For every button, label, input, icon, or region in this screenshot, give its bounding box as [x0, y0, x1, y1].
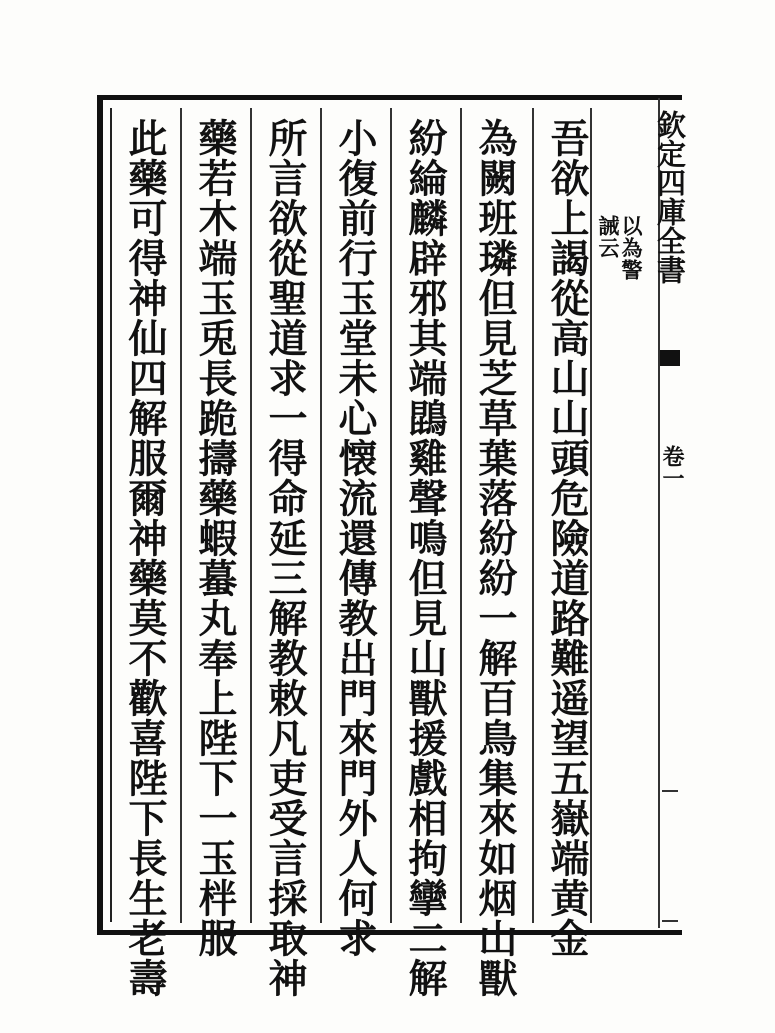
- column-text: 吾欲上謁從高山山頭危險道路難遥望五嶽端黄金: [544, 118, 590, 958]
- column-text: 為闕班璘但見芝草葉落紛紛一解百鳥集來如烟山獸: [472, 118, 518, 998]
- text-column: [466, 118, 524, 998]
- text-column: [396, 118, 454, 998]
- text-column: [186, 118, 244, 958]
- column-rule: [320, 108, 322, 923]
- column-rule: [180, 108, 182, 923]
- text-column: [538, 118, 596, 958]
- margin-tick: [662, 790, 678, 792]
- column-text: 小復前行玉堂未心懐流還傳教出門來門外人何求: [332, 118, 378, 958]
- note-column: [595, 215, 625, 259]
- note-text: 以為警: [619, 215, 644, 281]
- note-text: 誡云: [596, 215, 621, 259]
- column-text: 紛綸麟辟邪其端鵾雞聲鳴但見山獸援戲相拘攣二解: [402, 118, 448, 998]
- column-rule: [250, 108, 252, 923]
- column-text: 所言欲從聖道求一得命延三解教敕凡吏受言採取神: [262, 118, 308, 998]
- margin-tick: [662, 920, 678, 922]
- text-column: [116, 118, 174, 998]
- fish-tail-mark: [660, 350, 680, 366]
- column-rule: [532, 108, 534, 923]
- margin-volume-label: 卷一: [659, 445, 685, 489]
- column-rule: [460, 108, 462, 923]
- inner-border-line: [110, 108, 112, 922]
- margin-book-title: 欽定四庫全書: [653, 110, 687, 284]
- column-rule: [390, 108, 392, 923]
- column-text: 此藥可得神仙四解服爾神藥莫不歡喜陛下長生老壽: [122, 118, 168, 998]
- text-column: [256, 118, 314, 998]
- text-column: [326, 118, 384, 958]
- column-text: 藥若木端玉兎長跪擣藥蝦蟇丸奉上陛下一玉柈服: [192, 118, 238, 958]
